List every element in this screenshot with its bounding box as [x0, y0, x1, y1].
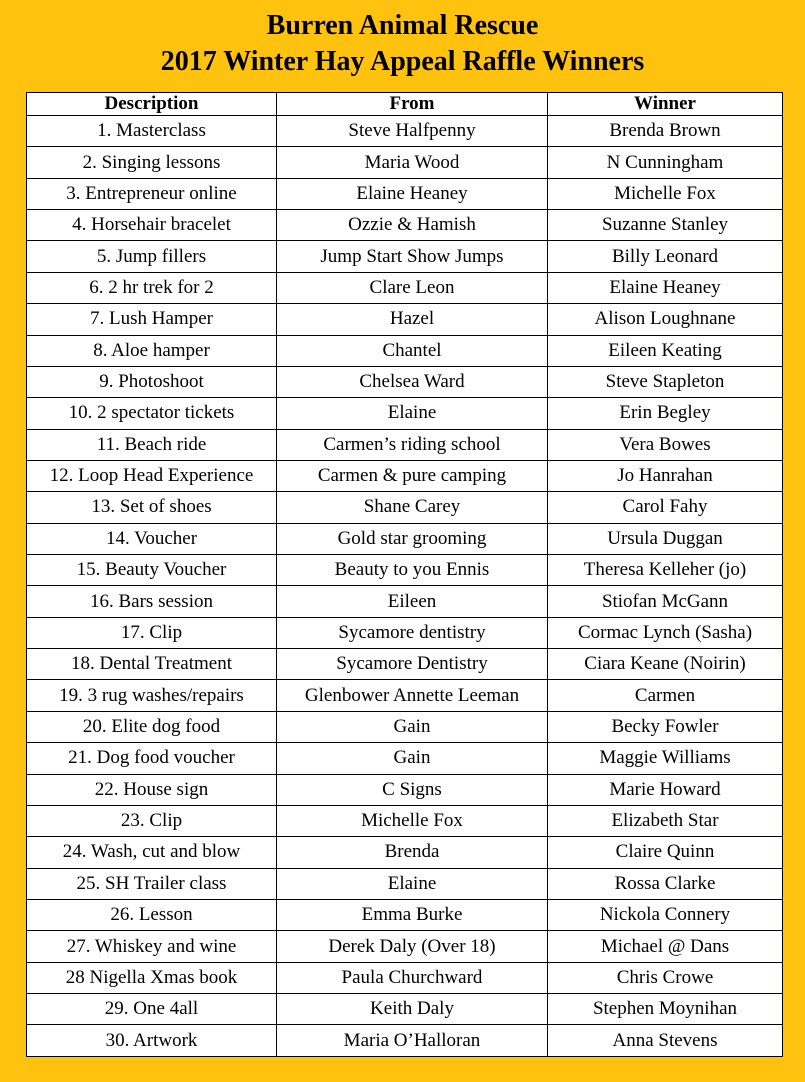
cell-from: Eileen	[277, 586, 548, 617]
cell-description: 18. Dental Treatment	[27, 649, 277, 680]
table-row	[27, 837, 783, 868]
table-row	[27, 272, 783, 303]
cell-winner: Michael @ Dans	[548, 931, 783, 962]
cell-from: Elaine Heaney	[277, 178, 548, 209]
cell-description: 13. Set of shoes	[27, 492, 277, 523]
table-row	[27, 805, 783, 836]
cell-description: 12. Loop Head Experience	[27, 460, 277, 491]
cell-description: 17. Clip	[27, 617, 277, 648]
cell-winner: Jo Hanrahan	[548, 460, 783, 491]
cell-from: Elaine	[277, 398, 548, 429]
cell-winner: Alison Loughnane	[548, 304, 783, 335]
table-row	[27, 962, 783, 993]
cell-winner: Elizabeth Star	[548, 805, 783, 836]
cell-winner: Nickola Connery	[548, 899, 783, 930]
table-row	[27, 116, 783, 147]
cell-from: Chantel	[277, 335, 548, 366]
cell-from: Gain	[277, 711, 548, 742]
cell-winner: Brenda Brown	[548, 116, 783, 147]
cell-description: 16. Bars session	[27, 586, 277, 617]
cell-description: 15. Beauty Voucher	[27, 555, 277, 586]
cell-winner: Cormac Lynch (Sasha)	[548, 617, 783, 648]
cell-description: 25. SH Trailer class	[27, 868, 277, 899]
table-row	[27, 304, 783, 335]
table-row	[27, 523, 783, 554]
cell-from: Shane Carey	[277, 492, 548, 523]
table-row	[27, 617, 783, 648]
column-header-description: Description	[27, 93, 277, 116]
cell-description: 11. Beach ride	[27, 429, 277, 460]
cell-from: C Signs	[277, 774, 548, 805]
cell-description: 20. Elite dog food	[27, 711, 277, 742]
table-row	[27, 1025, 783, 1057]
table-row	[27, 743, 783, 774]
table-row	[27, 492, 783, 523]
cell-description: 29. One 4all	[27, 994, 277, 1025]
cell-from: Elaine	[277, 868, 548, 899]
table-row	[27, 210, 783, 241]
cell-winner: Michelle Fox	[548, 178, 783, 209]
table-row	[27, 586, 783, 617]
cell-from: Chelsea Ward	[277, 366, 548, 397]
cell-winner: Marie Howard	[548, 774, 783, 805]
table-row	[27, 241, 783, 272]
cell-winner: Ciara Keane (Noirin)	[548, 649, 783, 680]
cell-description: 22. House sign	[27, 774, 277, 805]
table-row	[27, 429, 783, 460]
table-row	[27, 711, 783, 742]
raffle-winners-table	[26, 92, 783, 1057]
cell-from: Carmen & pure camping	[277, 460, 548, 491]
column-header-from: From	[277, 93, 548, 116]
cell-winner: Stiofan McGann	[548, 586, 783, 617]
cell-winner: Elaine Heaney	[548, 272, 783, 303]
cell-description: 19. 3 rug washes/repairs	[27, 680, 277, 711]
title-line-organization: Burren Animal Rescue	[266, 10, 539, 41]
cell-winner: Anna Stevens	[548, 1025, 783, 1057]
cell-description: 14. Voucher	[27, 523, 277, 554]
cell-description: 27. Whiskey and wine	[27, 931, 277, 962]
cell-from: Maria Wood	[277, 147, 548, 178]
page-title	[0, 8, 805, 80]
table-row	[27, 774, 783, 805]
table-row	[27, 994, 783, 1025]
cell-winner: Stephen Moynihan	[548, 994, 783, 1025]
cell-from: Gold star grooming	[277, 523, 548, 554]
table-row	[27, 366, 783, 397]
cell-from: Jump Start Show Jumps	[277, 241, 548, 272]
cell-winner: Carol Fahy	[548, 492, 783, 523]
cell-from: Carmen’s riding school	[277, 429, 548, 460]
cell-winner: Claire Quinn	[548, 837, 783, 868]
title-line-appeal: 2017 Winter Hay Appeal Raffle Winners	[160, 46, 645, 77]
cell-from: Glenbower Annette Leeman	[277, 680, 548, 711]
table-row	[27, 398, 783, 429]
cell-description: 9. Photoshoot	[27, 366, 277, 397]
cell-from: Hazel	[277, 304, 548, 335]
cell-description: 2. Singing lessons	[27, 147, 277, 178]
cell-from: Sycamore dentistry	[277, 617, 548, 648]
cell-description: 5. Jump fillers	[27, 241, 277, 272]
cell-winner: Steve Stapleton	[548, 366, 783, 397]
cell-winner: Suzanne Stanley	[548, 210, 783, 241]
cell-description: 8. Aloe hamper	[27, 335, 277, 366]
cell-winner: Ursula Duggan	[548, 523, 783, 554]
cell-from: Steve Halfpenny	[277, 116, 548, 147]
cell-winner: Becky Fowler	[548, 711, 783, 742]
cell-from: Beauty to you Ennis	[277, 555, 548, 586]
cell-from: Gain	[277, 743, 548, 774]
table-row	[27, 178, 783, 209]
table-header-row	[27, 93, 783, 116]
cell-from: Paula Churchward	[277, 962, 548, 993]
cell-description: 26. Lesson	[27, 899, 277, 930]
table-row	[27, 680, 783, 711]
cell-description: 23. Clip	[27, 805, 277, 836]
table-row	[27, 335, 783, 366]
table-row	[27, 899, 783, 930]
cell-description: 30. Artwork	[27, 1025, 277, 1057]
cell-winner: Maggie Williams	[548, 743, 783, 774]
table-row	[27, 555, 783, 586]
cell-winner: Eileen Keating	[548, 335, 783, 366]
cell-description: 7. Lush Hamper	[27, 304, 277, 335]
cell-winner: Vera Bowes	[548, 429, 783, 460]
cell-from: Derek Daly (Over 18)	[277, 931, 548, 962]
cell-winner: N Cunningham	[548, 147, 783, 178]
cell-description: 28 Nigella Xmas book	[27, 962, 277, 993]
cell-description: 1. Masterclass	[27, 116, 277, 147]
table-body	[27, 116, 783, 1057]
cell-winner: Theresa Kelleher (jo)	[548, 555, 783, 586]
cell-description: 6. 2 hr trek for 2	[27, 272, 277, 303]
table-row	[27, 460, 783, 491]
cell-from: Ozzie & Hamish	[277, 210, 548, 241]
column-header-winner: Winner	[548, 93, 783, 116]
cell-description: 21. Dog food voucher	[27, 743, 277, 774]
cell-winner: Rossa Clarke	[548, 868, 783, 899]
cell-from: Clare Leon	[277, 272, 548, 303]
cell-winner: Carmen	[548, 680, 783, 711]
cell-winner: Erin Begley	[548, 398, 783, 429]
table-row	[27, 147, 783, 178]
cell-winner: Billy Leonard	[548, 241, 783, 272]
cell-winner: Chris Crowe	[548, 962, 783, 993]
cell-from: Brenda	[277, 837, 548, 868]
cell-description: 3. Entrepreneur online	[27, 178, 277, 209]
cell-description: 10. 2 spectator tickets	[27, 398, 277, 429]
cell-from: Sycamore Dentistry	[277, 649, 548, 680]
cell-from: Maria O’Halloran	[277, 1025, 548, 1057]
cell-from: Michelle Fox	[277, 805, 548, 836]
table-row	[27, 868, 783, 899]
table-row	[27, 649, 783, 680]
cell-description: 4. Horsehair bracelet	[27, 210, 277, 241]
table-row	[27, 931, 783, 962]
cell-from: Keith Daly	[277, 994, 548, 1025]
cell-from: Emma Burke	[277, 899, 548, 930]
cell-description: 24. Wash, cut and blow	[27, 837, 277, 868]
